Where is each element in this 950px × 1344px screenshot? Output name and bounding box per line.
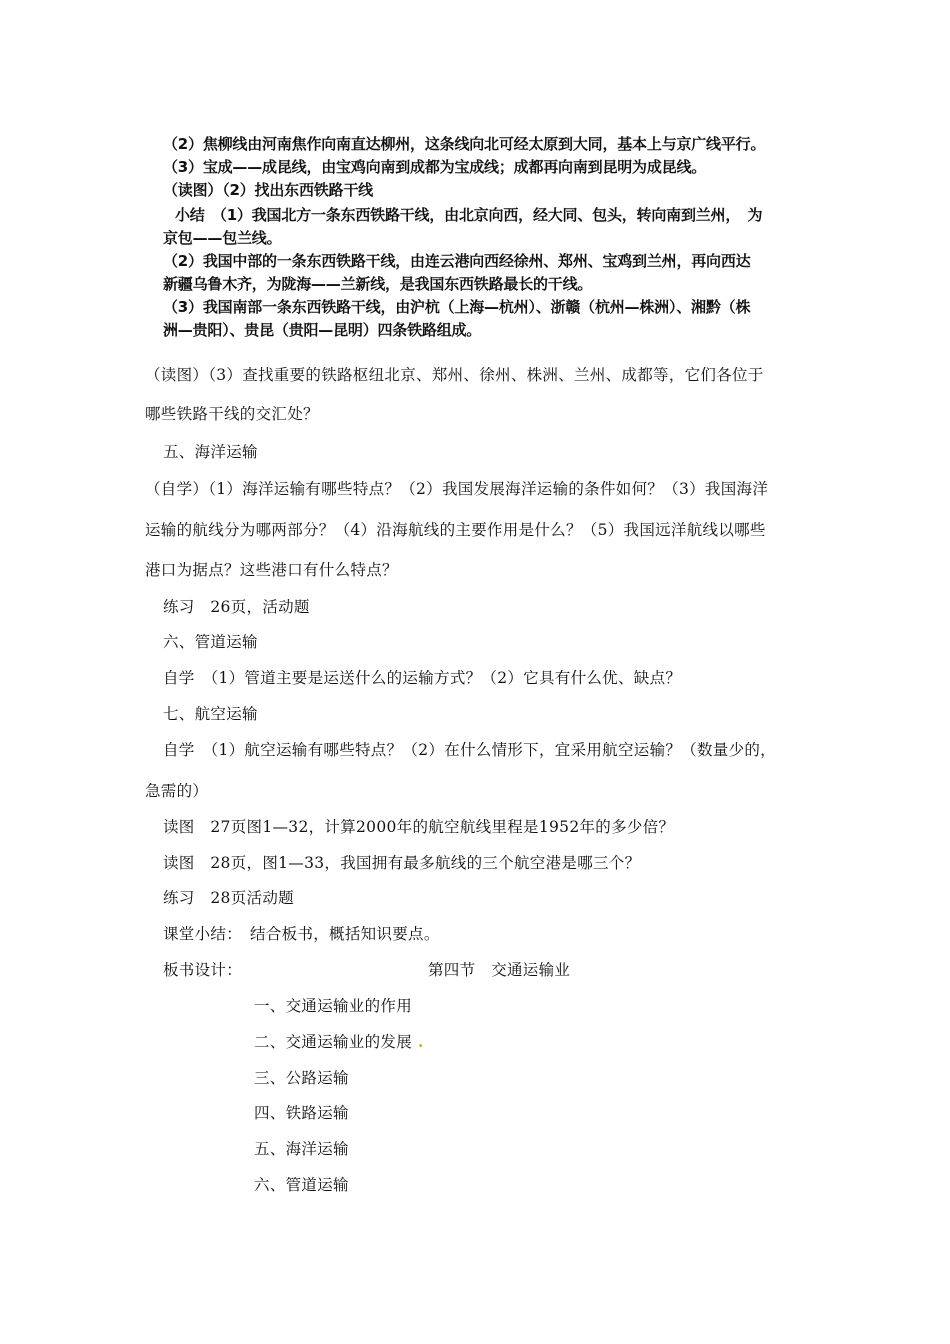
body-line-13: 读图 27页图1—32，计算2000年的航空航线里程是1952年的多少倍？: [163, 818, 675, 836]
body-line-16: 课堂小结： 结合板书，概括知识要点。: [163, 925, 440, 943]
board-item-text: 二、交通运输业的发展: [254, 1033, 413, 1051]
body-line-14: 读图 28页，图1—33，我国拥有最多航线的三个航空港是哪三个？: [163, 854, 641, 872]
board-item: 三、公路运输: [254, 1069, 349, 1087]
body-line-9: 自学 （1）管道主要是运送什么的运输方式？（2）它具有什么优、缺点？: [163, 669, 682, 687]
body-line-4: （自学）（1）海洋运输有哪些特点？（2）我国发展海洋运输的条件如何？（3）我国海洋: [145, 480, 769, 498]
body-line-5: 运输的航线分为哪两部分？（4）沿海航线的主要作用是什么？（5）我国远洋航线以哪些: [145, 521, 766, 539]
body-line-1: （读图）（3）查找重要的铁路枢纽北京、郑州、徐州、株洲、兰州、成都等，它们各位于: [145, 366, 764, 384]
top-line-3: （读图）（2）找出东西铁路干线: [163, 181, 373, 199]
body-line-6: 港口为据点？这些港口有什么特点？: [145, 561, 398, 579]
top-line-1: （2）焦柳线由河南焦作向南直达柳州，这条线向北可经太原到大同，基本上与京广线平行。: [163, 135, 766, 153]
board-label: 板书设计：: [163, 961, 243, 979]
body-line-2: 哪些铁路干线的交汇处？: [145, 405, 319, 423]
board-item: 四、铁路运输: [254, 1104, 349, 1122]
board-item: 六、管道运输: [254, 1176, 349, 1194]
body-line-7: 练习 26页，活动题: [163, 598, 310, 616]
top-line-2: （3）宝成——成昆线，由宝鸡向南到成都为宝成线；成都再向南到昆明为成昆线。: [163, 158, 707, 176]
section-heading-pipeline: 六、管道运输: [163, 633, 258, 651]
top-line-4: 小结 （1）我国北方一条东西铁路干线，由北京向西，经大同、包头，转向南到兰州， 为: [175, 206, 763, 224]
top-line-7: 新疆乌鲁木齐，为陇海——兰新线，是我国东西铁路最长的干线。: [163, 275, 593, 293]
section-heading-air: 七、航空运输: [163, 705, 258, 723]
body-line-12: 急需的）: [145, 782, 209, 800]
top-line-6: （2）我国中部的一条东西铁路干线，由连云港向西经徐州、郑州、宝鸡到兰州，再向西达: [163, 252, 751, 270]
top-line-9: 洲—贵阳）、贵昆（贵阳—昆明）四条铁路组成。: [163, 321, 482, 339]
board-item: 五、海洋运输: [254, 1140, 349, 1158]
decorative-dot: .: [418, 1032, 424, 1051]
body-line-11: 自学 （1）航空运输有哪些特点？（2）在什么情形下，宜采用航空运输？（数量少的，: [163, 741, 776, 759]
board-item: [254, 1030, 424, 1052]
section-heading-ocean: 五、海洋运输: [163, 443, 258, 461]
top-line-8: （3）我国南部一条东西铁路干线，由沪杭（上海—杭州）、浙赣（杭州—株洲）、湘黔（株: [163, 298, 751, 316]
board-title: 第四节 交通运输业: [428, 961, 571, 979]
board-item: 一、交通运输业的作用: [254, 997, 413, 1015]
top-line-5: 京包——包兰线。: [163, 229, 282, 247]
body-line-15: 练习 28页活动题: [163, 889, 294, 907]
